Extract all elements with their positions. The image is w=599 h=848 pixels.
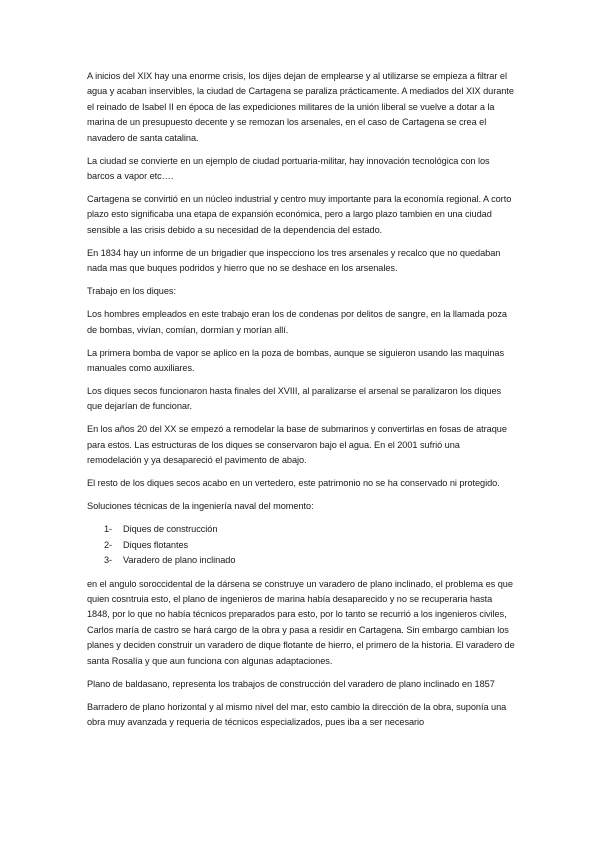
paragraph: Cartagena se convirtió en un núcleo industrial y centro muy importante para la economía regional. A corto plazo esto significaba una etapa de expansión económica, pero a largo plazo tambien en una ciudad sensible a las crisis debido a su necesidad de la dependencia del estado.: [87, 194, 512, 235]
paragraph: El resto de los diques secos acabo en un vertedero, este patrimonio no se ha conservado ni protegido.: [87, 478, 500, 489]
list-item-number: 2-: [104, 539, 113, 550]
paragraph: Barradero de plano horizontal y al mismo nivel del mar, esto cambio la dirección de la obra, suponía una obra muy avanzada y requeria de técnicos especializados, pues iba a ser necesario: [87, 701, 507, 727]
list-item-text: Varadero de plano inclinado: [123, 555, 236, 566]
list-item: [104, 538, 515, 553]
section-heading: Trabajo en los diques:: [87, 286, 176, 297]
paragraph: La primera bomba de vapor se aplico en la poza de bombas, aunque se siguieron usando las maquinas manuales como auxiliares.: [87, 347, 505, 374]
numbered-list: [87, 522, 515, 568]
paragraph: En 1834 hay un informe de un brigadier que inspecciono los tres arsenales y recalco que no quedaban nada mas que buques podridos y hierro que no se deshace en los arsenales.: [87, 247, 501, 274]
document-body: [87, 69, 515, 738]
list-item-text: Diques de construcción: [123, 524, 218, 535]
paragraph: en el angulo soroccidental de la dársena se construye un varadero de plano inclinado, el problema es que quien cosntruia esto, el plano de ingenieros de marina había desaparecido y no se recuperaria hasta 1848, por lo que no había técnicos preparados para esto, por lo tanto se recurrió a los ingenieros civiles, Carlos maría de castro se hará cargo de la obra y pasa a residir en Cartagena. Sin embargo cambian los planes y deciden construir un varadero de dique flotante de hierro, el primero de la historia. El varadero de santa Rosalía y que aun funciona con algunas adaptaciones.: [87, 578, 515, 666]
list-item-number: 1-: [104, 524, 113, 535]
list-item-number: 3-: [104, 555, 113, 566]
list-item: [104, 522, 515, 537]
paragraph: En los años 20 del XX se empezó a remodelar la base de submarinos y convertirlas en fosas de atraque para estos. Las estructuras de los diques se conservaron bajo el agua. En el 2001 sufrió una remodelación y ya desapareció el pavimento de abajo.: [87, 424, 507, 466]
list-heading: Soluciones técnicas de la ingeniería naval del momento:: [87, 501, 314, 512]
paragraph: Los diques secos funcionaron hasta finales del XVIII, al paralizarse el arsenal se paralizaron los diques que dejarían de funcionar.: [87, 386, 502, 412]
paragraph: Los hombres empleados en este trabajo eran los de condenas por delitos de sangre, en la llamada poza de bombas, vivían, comían, dormían y morían allí.: [87, 309, 507, 335]
list-item-text: Diques flotantes: [123, 539, 189, 550]
paragraph: A inicios del XIX hay una enorme crisis, los dijes dejan de emplearse y al utilizarse se empieza a filtrar el agua y acaban inservibles, la ciudad de Cartagena se paraliza prácticamente. A mediados del XIX durante el reinado de Isabel II en época de las expediciones militares de la unión liberal se vuelve a dotar a la marina de un presupuesto decente y se remozan los arsenales, en el caso de Cartagena se crea el navadero de santa catalina.: [87, 71, 514, 143]
list-item: [104, 553, 515, 568]
paragraph: Plano de baldasano, representa los trabajos de construcción del varadero de plano inclinado en 1857: [87, 678, 495, 689]
paragraph: La ciudad se convierte en un ejemplo de ciudad portuaria-militar, hay innovación tecnológica con los barcos a vapor etc….: [87, 155, 490, 182]
